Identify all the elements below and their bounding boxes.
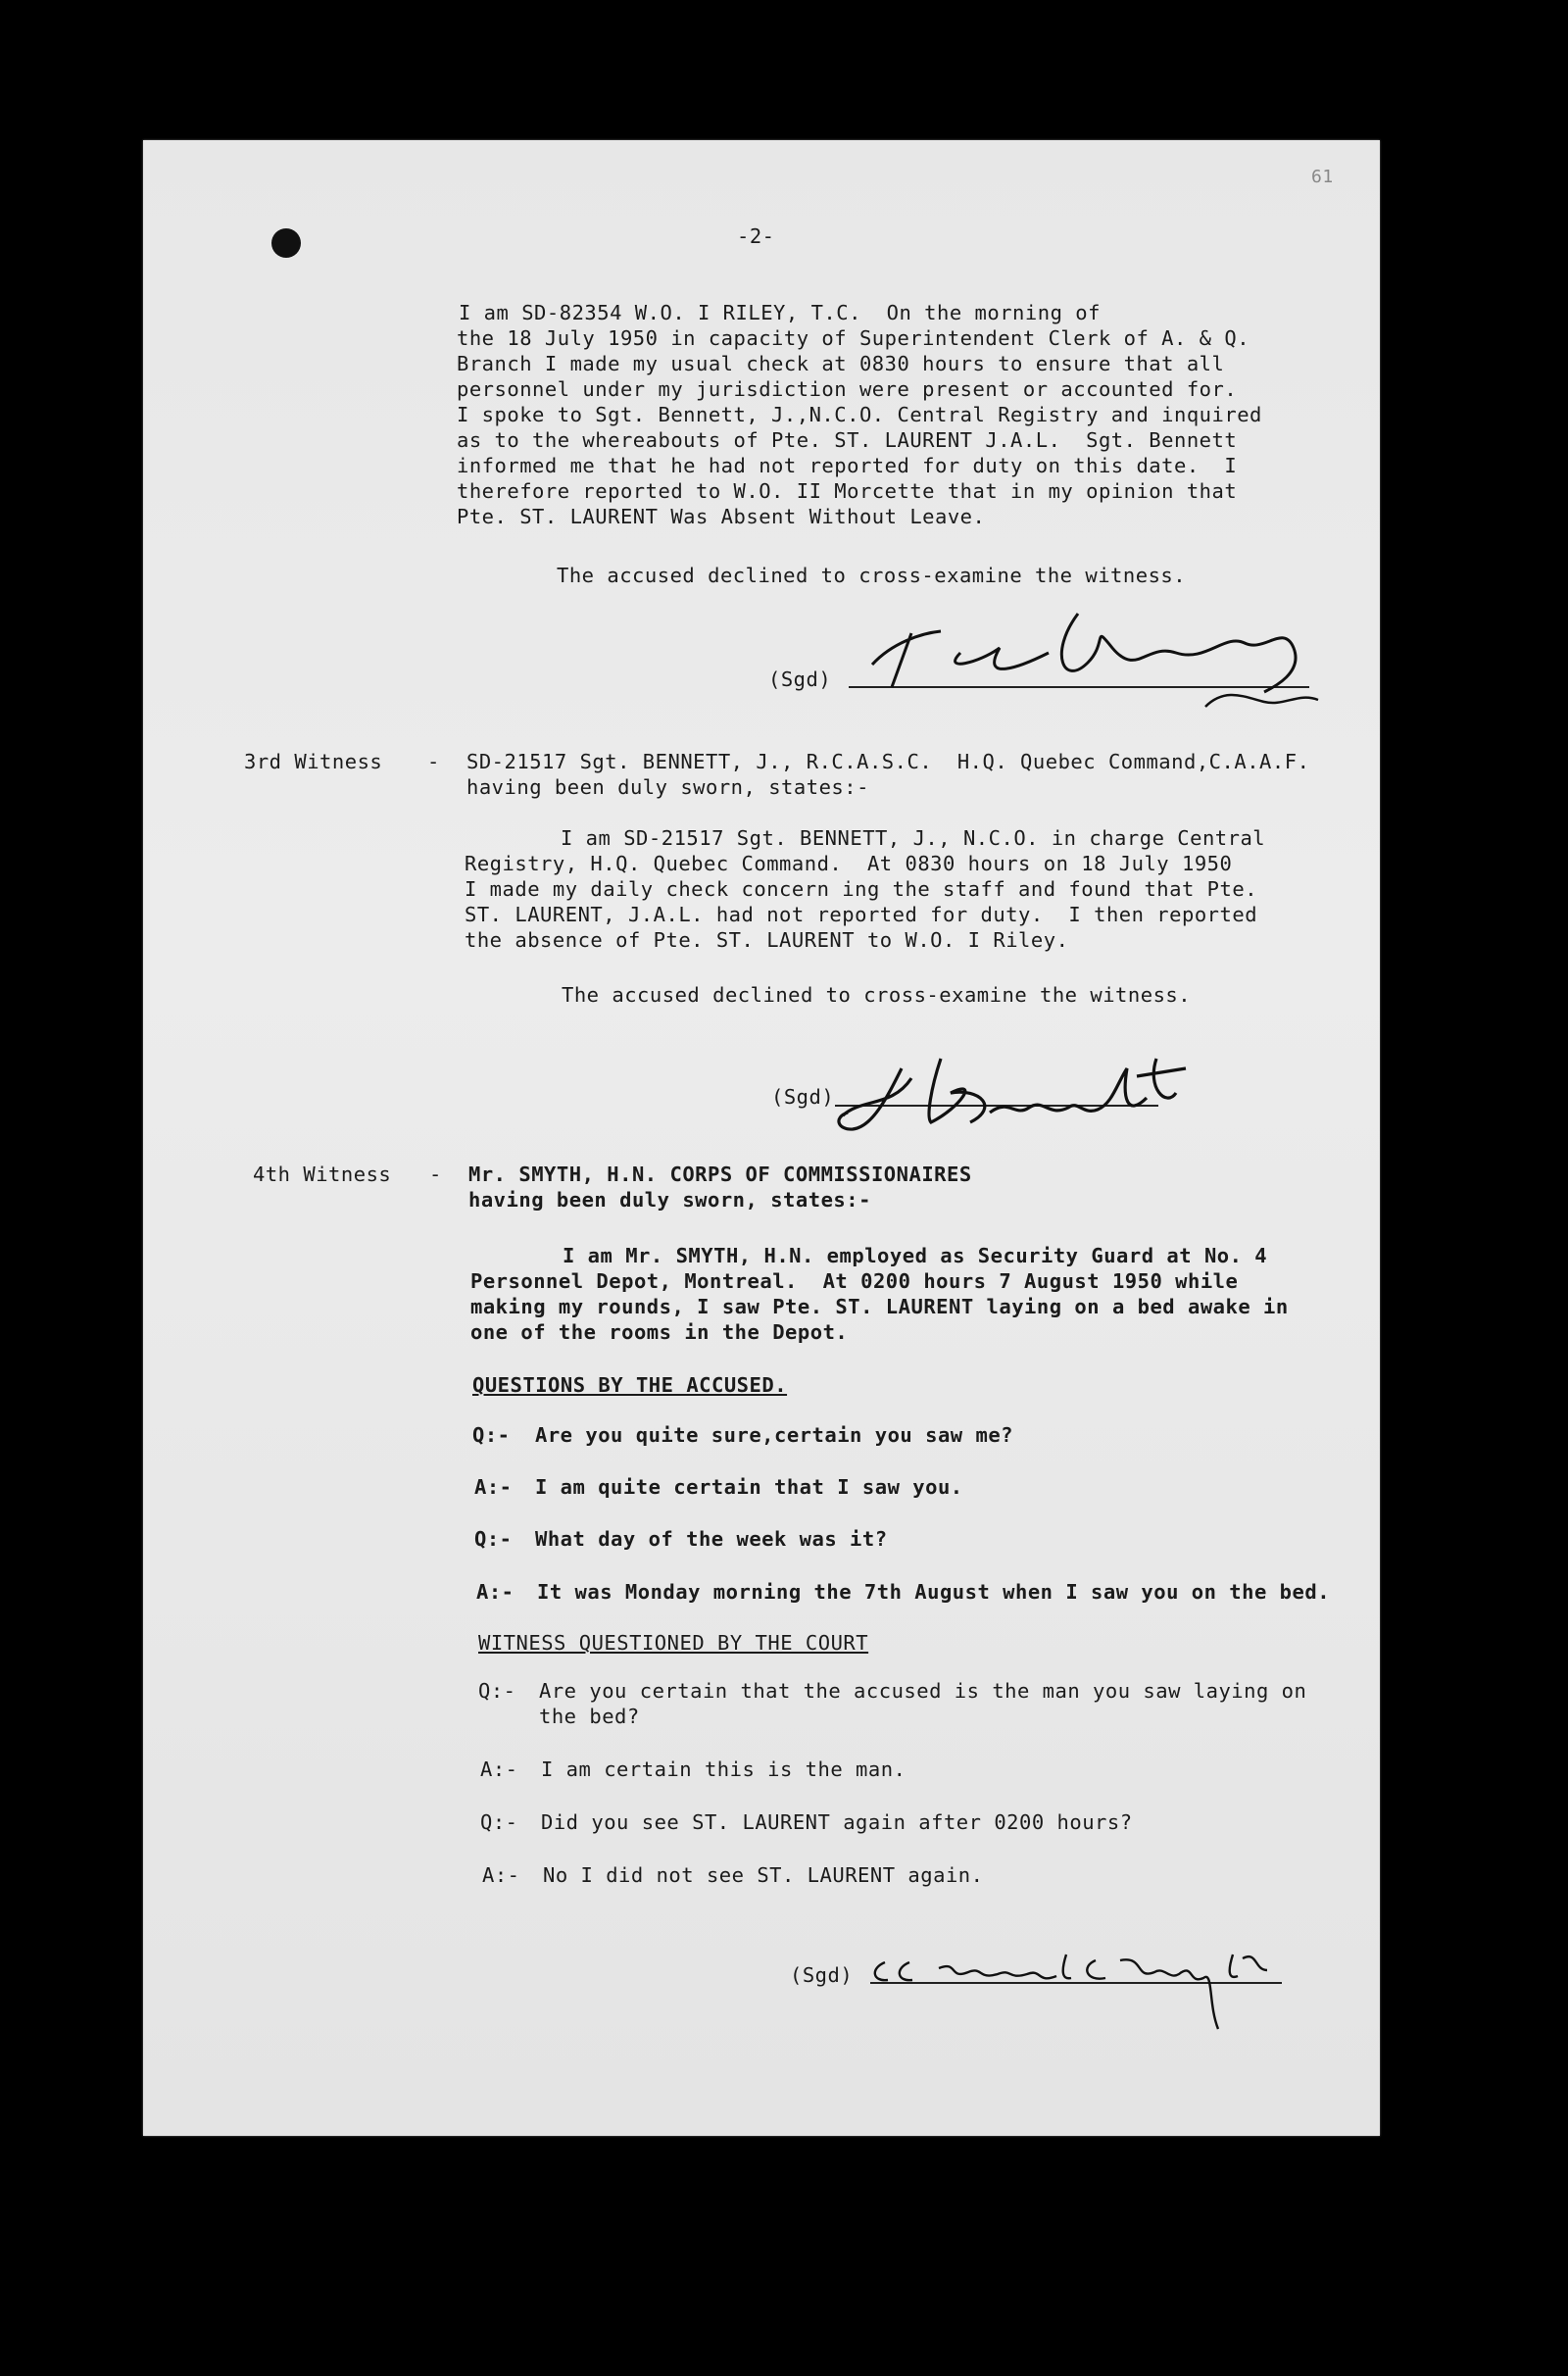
riley-signature [853,594,1323,721]
qa-text: No I did not see ST. LAURENT again. [543,1863,984,1887]
qa-text: Are you certain that the accused is the man you saw laying on [539,1679,1307,1703]
witness4-dash: - [429,1163,442,1186]
qa-text: It was Monday morning the 7th August when I saw you on the bed. [537,1580,1331,1604]
witness3-dash: - [427,750,440,773]
court-questions-heading: WITNESS QUESTIONED BY THE COURT [478,1631,869,1655]
witness3-sgd-label: (Sgd) [771,1085,835,1109]
qa-text-continued: the bed? [539,1705,640,1728]
riley-statement-line: therefore reported to W.O. II Morcette that in my opinion that [457,479,1238,503]
witness3-statement-line: the absence of Pte. ST. LAURENT to W.O. I Riley. [465,928,1069,952]
qa-text: I am quite certain that I saw you. [535,1475,963,1499]
qa-prefix: A:- [474,1475,513,1499]
riley-statement-line: Pte. ST. LAURENT Was Absent Without Leave. [457,505,986,528]
qa-prefix: Q:- [472,1423,511,1447]
page-header-mark: -2- [737,224,775,248]
witness3-intro-line: SD-21517 Sgt. BENNETT, J., R.C.A.S.C. H.Q. Quebec Command,C.A.A.F. [466,750,1310,773]
riley-statement-line: I spoke to Sgt. Bennett, J.,N.C.O. Central Registry and inquired [457,403,1262,426]
riley-sgd-label: (Sgd) [768,668,832,691]
witness4-statement-line: I am Mr. SMYTH, H.N. employed as Security Guard at No. 4 [563,1244,1268,1267]
qa-prefix: A:- [480,1757,518,1781]
qa-text: What day of the week was it? [535,1527,888,1551]
qa-text: Did you see ST. LAURENT again after 0200 hours? [541,1810,1133,1834]
witness3-signature [833,1039,1284,1137]
witness3-declined-note: The accused declined to cross-examine the witness. [562,983,1192,1007]
qa-prefix: Q:- [480,1810,518,1834]
qa-text: I am certain this is the man. [541,1757,906,1781]
witness3-label: 3rd Witness [244,750,383,773]
witness4-intro-line: having been duly sworn, states:- [468,1188,871,1212]
witness4-statement-line: making my rounds, I saw Pte. ST. LAURENT laying on a bed awake in [470,1295,1289,1318]
accused-questions-heading: QUESTIONS BY THE ACCUSED. [472,1373,788,1397]
witness3-statement-line: I am SD-21517 Sgt. BENNETT, J., N.C.O. in charge Central [561,826,1266,850]
qa-prefix: A:- [476,1580,514,1604]
riley-statement-line: personnel under my jurisdiction were present or accounted for. [457,377,1238,401]
witness3-statement-line: I made my daily check concern ing the staff and found that Pte. [465,877,1258,901]
riley-statement-line: I am SD-82354 W.O. I RILEY, T.C. On the morning of [459,301,1101,324]
riley-statement-line: informed me that he had not reported for duty on this date. I [457,454,1238,477]
witness3-intro-line: having been duly sworn, states:- [466,775,869,799]
qa-text: Are you quite sure,certain you saw me? [535,1423,1013,1447]
page-number: 61 [1311,167,1334,187]
riley-statement-line: Branch I made my usual check at 0830 hours to ensure that all [457,352,1225,375]
qa-prefix: A:- [482,1863,520,1887]
riley-statement-line: the 18 July 1950 in capacity of Superintendent Clerk of A. & Q. [457,326,1250,350]
witness3-statement-line: Registry, H.Q. Quebec Command. At 0830 hours on 18 July 1950 [465,852,1233,875]
witness4-label: 4th Witness [253,1163,392,1186]
qa-prefix: Q:- [478,1679,516,1703]
punch-hole [271,228,301,258]
riley-statement-line: as to the whereabouts of Pte. ST. LAURENT J.A.L. Sgt. Bennett [457,428,1238,452]
witness4-intro-line: Mr. SMYTH, H.N. CORPS OF COMMISSIONAIRES [468,1163,972,1186]
witness4-signature [870,1941,1301,2049]
witness4-statement-line: Personnel Depot, Montreal. At 0200 hours 7 August 1950 while [470,1269,1239,1293]
witness3-statement-line: ST. LAURENT, J.A.L. had not reported for duty. I then reported [465,903,1258,926]
riley-declined-note: The accused declined to cross-examine the witness. [557,564,1187,587]
witness4-sgd-label: (Sgd) [790,1963,854,1987]
witness4-statement-line: one of the rooms in the Depot. [470,1320,849,1344]
qa-prefix: Q:- [474,1527,513,1551]
